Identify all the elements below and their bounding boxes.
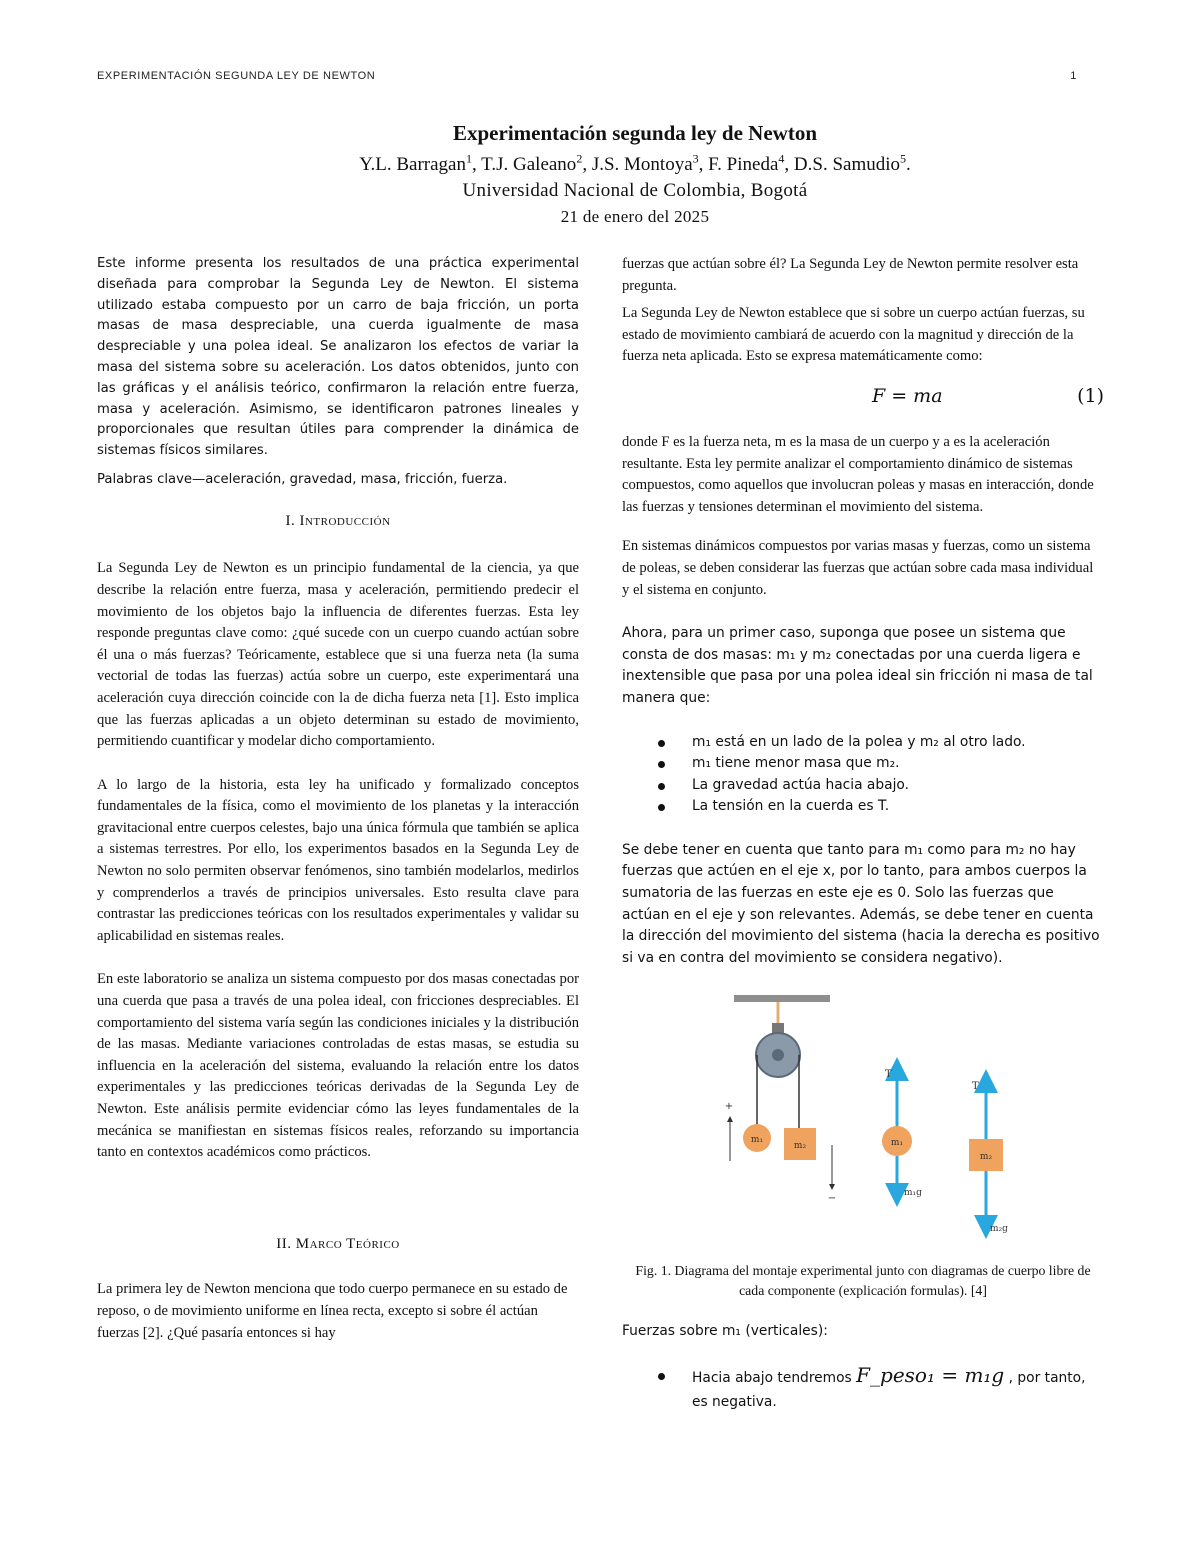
author: F. Pineda$^4$,: [708, 152, 794, 176]
bullet-icon: [658, 783, 665, 790]
list-item: La gravedad actúa hacia abajo.: [622, 775, 1104, 797]
equation-explanation: donde F es la fuerza neta, m es la masa de un cuerpo y a es la aceleración resultante. Esta ley permite analizar el comportamiento dinámico de sistemas compuestos, como aquellos que involucran poleas y masas en interacción, donde las fuerzas y tensiones determinan el movimiento del sistema.: [622, 433, 1094, 515]
author-list: [0, 146, 1200, 178]
bullet-icon: [658, 1373, 665, 1380]
bullet-icon: [658, 761, 665, 768]
title-block: [0, 120, 1200, 230]
pulley-diagram-svg: [622, 983, 1104, 1253]
affiliation: Universidad Nacional de Colombia, Bogotá: [462, 180, 808, 202]
weight-formula: F_peso₁ = m₁g: [856, 1363, 1005, 1388]
m1-label: m₁: [750, 1135, 764, 1146]
author: T.J. Galeano$^2$,: [481, 152, 592, 176]
pulley-axle: [772, 1049, 784, 1061]
marco-paragraph-1: La primera ley de Newton menciona que todo cuerpo permanece en su estado de reposo, o de movimiento uniforme en línea recta, excepto si sobre él actúan fuerzas [2]. ¿Qué pasaría entonces si hay: [97, 1281, 568, 1341]
m2-label: m₂: [793, 1141, 807, 1152]
forces-axis-paragraph: Se debe tener en cuenta que tanto para m₁ como para m₂ no hay fuerzas que actúen en el eje x, por lo tanto, para ambos cuerpos la sumatoria de las fuerzas en este eje es 0. Solo las fuerzas que actúan en el eje y son relevantes. Además, se debe tener en cuenta la dirección del movimiento del sistema (hacia la derecha es positivo si va en contra del movimiento se considera negativo).: [622, 841, 1100, 966]
date: 21 de enero del 2025: [560, 207, 710, 227]
bullet-icon: [658, 804, 665, 811]
left-column: [97, 254, 579, 1344]
equation-body: F = ma: [872, 384, 943, 407]
free-body-m2-label: m₂: [979, 1152, 993, 1163]
equation-1: [622, 382, 1104, 420]
forces-title: Fuerzas sobre m₁ (verticales):: [622, 1323, 828, 1340]
systems-paragraph: En sistemas dinámicos compuestos por varias masas y fuerzas, como un sistema de poleas, se deben considerar las fuerzas que actúan sobre cada masa individual y el sistema en conjunto.: [622, 538, 1094, 598]
weight-label-m2: m₂g: [990, 1224, 1008, 1235]
running-title: EXPERIMENTACIÓN SEGUNDA LEY DE NEWTON: [97, 70, 376, 82]
tension-label-m2: T: [972, 1081, 979, 1093]
first-case-paragraph: Ahora, para un primer caso, suponga que posee un sistema que consta de dos masas: m₁ y m₂ conectadas por una cuerda ligera e inextensible que pasa por una polea ideal sin fricción ni masa de tal manera que:: [622, 625, 1093, 706]
page-number: 1: [1070, 70, 1077, 82]
force-item: Hacia abajo tendremos F_peso₁ = m₁g , por tanto, es negativa.: [622, 1363, 1104, 1414]
author: J.S. Montoya$^3$,: [591, 152, 709, 176]
section-heading-introduccion: I. Introducción: [285, 512, 391, 529]
intro-paragraph-2: A lo largo de la historia, esta ley ha unificado y formalizado conceptos fundamentales de la física, como el movimiento de los planetas y la interacción gravitacional entre cuerpos celestes, bajo una única fórmula que también se aplica a sistemas terrestres. Por ello, los experimentos basados en la Segunda Ley de Newton no solo permiten observar fenómenos, sino también modelarlos, medirlos y comprenderlos a través de principios universales. Esto resulta clave para contrastar las predicciones teóricas con los resultados experimentales y validar su aplicabilidad en sistemas reales.: [97, 776, 579, 944]
section-heading-marco-teorico: II. Marco Teórico: [276, 1235, 400, 1252]
minus-sign: −: [827, 1193, 837, 1205]
continued-paragraph: fuerzas que actúan sobre él? La Segunda Ley de Newton permite resolver esta pregunta.: [622, 256, 1079, 294]
bullet-icon: [658, 740, 665, 747]
intro-paragraph-3: En este laboratorio se analiza un sistema compuesto por dos masas conectadas por una cuerda que pasa a través de una polea ideal, con fricciones despreciables. El comportamiento del sistema varía según las condiciones iniciales y la distribución de las masas. Mediante variaciones controladas de estas masas, se estudia su influencia en la aceleración del sistema, evaluando la relación entre los datos experimentales y las predicciones teóricas derivadas de la Segunda Ley de Newton. Este análisis permite evidenciar cómo las leyes fundamentales de la mecánica se manifiestan en sistemas físicos reales, reforzando su importancia tanto en contextos académicos como prácticos.: [97, 971, 579, 1161]
keywords: Palabras clave—aceleración, gravedad, masa, fricción, fuerza.: [97, 471, 508, 487]
list-item: m₁ tiene menor masa que m₂.: [622, 753, 1104, 775]
figure-caption: Fig. 1. Diagrama del montaje experimental junto con diagramas de cuerpo libre de cada componente (explicación formulas). [4]: [635, 1263, 1091, 1299]
free-body-m1-label: m₁: [890, 1138, 904, 1149]
list-item: La tensión en la cuerda es T.: [622, 796, 1104, 818]
weight-label-m1: m₁g: [904, 1188, 922, 1199]
author: D.S. Samudio$^5$.: [793, 152, 911, 176]
intro-paragraph-1: La Segunda Ley de Newton es un principio fundamental de la ciencia, ya que describe la relación entre fuerza, masa y aceleración, permitiendo predecir el movimiento de los objetos bajo la influencia de diferentes fuerzas. Esta ley responde preguntas clave como: ¿qué sucede con un cuerpo cuando actúan sobre él una o más fuerzas? Teóricamente, establece que si una fuerza neta (la suma vectorial de todas las fuerzas) actúa sobre un cuerpo, este experimentará una aceleración cuya dirección coincide con la de dicha fuerza neta [1]. Esto implica que las fuerzas aplicadas a un objeto determinan su estado de movimiento, permitiendo cuantificar y modelar dicho comportamiento.: [97, 560, 579, 750]
ceiling-bar: [734, 995, 830, 1002]
plus-sign: +: [724, 1101, 734, 1113]
second-law-paragraph: La Segunda Ley de Newton establece que si sobre un cuerpo actúan fuerzas, su estado de movimiento cambiará de acuerdo con la magnitud y dirección de la fuerza neta aplicada. Esto se expresa matemáticamente como:: [622, 305, 1085, 365]
running-head: [97, 70, 1077, 82]
list-item: m₁ está en un lado de la polea y m₂ al otro lado.: [622, 732, 1104, 754]
author: Y.L. Barragan$^1$,: [359, 152, 482, 176]
conditions-list: [622, 732, 1104, 818]
paper-title: Experimentación segunda ley de Newton: [453, 121, 817, 145]
right-column: [622, 254, 1104, 1414]
equation-number: (1): [1077, 384, 1104, 407]
tension-label-m1: T: [885, 1069, 892, 1081]
abstract: Este informe presenta los resultados de una práctica experimental diseñada para comprobar la Segunda Ley de Newton. El sistema utilizado estaba compuesto por un carro de baja fricción, un porta masas de masa despreciable, una cuerda igualmente de masa despreciable y una polea ideal. Se analizaron los efectos de variar la masa del sistema sobre su aceleración. Los datos obtenidos, junto con las gráficas y el análisis teórico, confirmaron la relación entre fuerza, masa y aceleración. Asimismo, se identificaron patrones lineales y proporcionales que resultan útiles para comprender la dinámica de sistemas físicos similares.: [97, 256, 579, 459]
figure-pulley-diagram: [622, 983, 1104, 1253]
